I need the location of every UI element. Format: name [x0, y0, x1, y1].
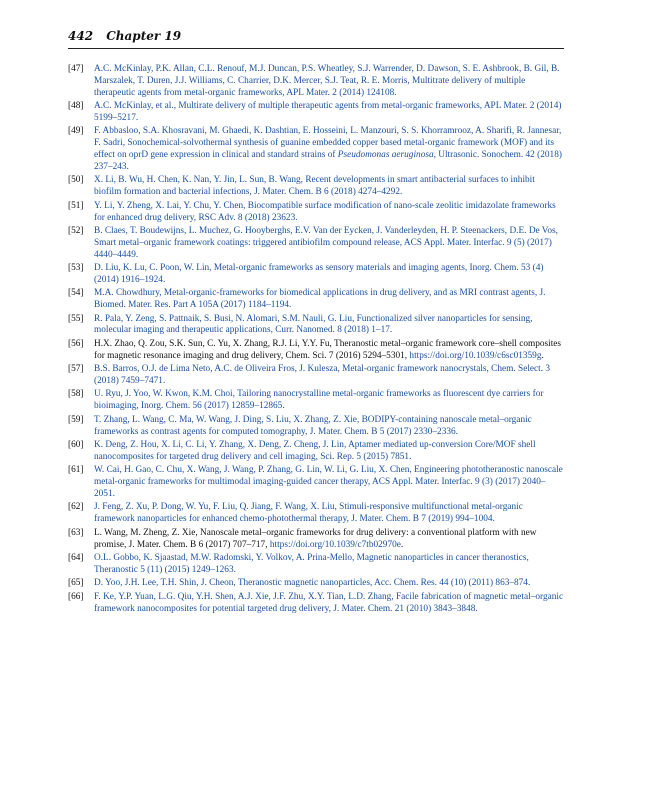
reference-item: [68, 288, 564, 312]
reference-text-segment: .: [400, 539, 404, 550]
reference-number: [51]: [68, 200, 84, 211]
doi-link[interactable]: https://doi.org/10.1039/c7tb02970e: [269, 539, 401, 550]
reference-item: [68, 415, 564, 439]
running-header: [68, 29, 564, 43]
reference-text-segment: L. Wang, M. Zheng, Z. Xie, Nanoscale metal–organic frameworks for drug delivery: a conventional platform with new promise, J. Mater. Chem. B 6 (2017) 707–717,: [94, 527, 537, 550]
reference-number: [60]: [68, 440, 84, 451]
reference-number: [49]: [68, 126, 84, 137]
reference-text-segment: .: [541, 350, 544, 361]
reference-text-segment: A.C. McKinlay, et al., Multirate delivery of multiple therapeutic agents from metal-organic frameworks, APL Mater. 2 (2014) 5199–5217.: [94, 101, 562, 123]
italic-species-name: Pseudomonas aeruginosa: [337, 150, 434, 161]
reference-text-segment: D. Liu, K. Lu, C. Poon, W. Lin, Metal-organic frameworks as sensory materials and imaging agents, Inorg. Chem. 53 (4) (2014) 1916–1924.: [94, 263, 544, 285]
reference-number: [63]: [68, 527, 84, 538]
reference-item: [68, 101, 564, 125]
reference-list: [68, 64, 564, 617]
reference-item: [68, 364, 564, 388]
reference-text-segment: H.X. Zhao, Q. Zou, S.K. Sun, C. Yu, X. Zhang, R.J. Li, Y.Y. Fu, Theranostic metal–organic framework core–shell composites for magnetic resonance imaging and drug delivery, Chem. Sci. 7 (2016) 5294–5301,: [94, 338, 562, 361]
reference-text: [94, 415, 532, 437]
reference-number: [48]: [68, 101, 84, 112]
reference-text: [94, 339, 561, 361]
reference-text: [94, 263, 543, 285]
reference-number: [64]: [68, 553, 84, 563]
reference-item: [68, 263, 564, 287]
reference-number: [54]: [68, 288, 84, 299]
reference-number: [57]: [68, 364, 84, 375]
reference-text: [94, 314, 532, 336]
chapter-label: Chapter 19: [106, 29, 182, 43]
reference-item: [68, 126, 564, 173]
reference-text: [94, 64, 560, 98]
reference-number: [52]: [68, 225, 84, 236]
reference-number: [50]: [68, 175, 84, 186]
reference-item: [68, 389, 564, 413]
reference-text-segment: U. Ryu, J. Yoo, W. Kwon, K.M. Choi, Tailoring nanocrystalline metal-organic frameworks as fluorescent dye carriers for bioimaging, Inorg. Chem. 56 (2017) 12859–12865.: [94, 389, 544, 412]
reference-text: [94, 553, 529, 575]
reference-number: [47]: [68, 64, 84, 74]
reference-text-segment: W. Cai, H. Gao, C. Chu, X. Wang, J. Wang, P. Zhang, G. Lin, W. Li, G. Liu, X. Chen, Engineering phototheranostic nanoscale metal-organic frameworks for multimodal imaging-guided cancer therapy, ACS Appl. Mater. Interfac. 9 (3) (2017) 2040–2051.: [94, 465, 563, 499]
reference-text-segment: J. Feng, Z. Xu, P. Dong, W. Yu, F. Liu, Q. Jiang, F. Wang, X. Liu, Stimuli-responsive multifunctional metal-organic framework nanoparticles for enhanced chemo-photothermal therapy, J. Mater. Chem. B 7 (2019) 994–1004.: [94, 502, 523, 525]
reference-item: [68, 553, 564, 577]
reference-text-segment: R. Pala, Y. Zeng, S. Pattnaik, S. Busi, N. Alomari, S.M. Nauli, G. Liu, Functionalized silver nanoparticles for sensing, molecular imaging and therapeutic applications, Curr. Nanomed. 8 (2018) 1–17.: [94, 313, 533, 336]
page-number: 442: [68, 29, 94, 43]
reference-text: [94, 528, 536, 550]
reference-text: [94, 201, 556, 223]
header-rule: [68, 48, 564, 49]
reference-text-segment: O.L. Gobbo, K. Sjaastad, M.W. Radomski, Y. Volkov, A. Prina-Mello, Magnetic nanoparticles in cancer theranostics, Theranostic 5 (11) (2015) 1249–1263.: [94, 553, 529, 575]
reference-text: [94, 175, 535, 197]
reference-number: [61]: [68, 465, 84, 476]
reference-number: [59]: [68, 414, 84, 425]
reference-text: [94, 364, 550, 386]
reference-number: [55]: [68, 313, 84, 324]
reference-number: [56]: [68, 338, 84, 349]
reference-text-segment: X. Li, B. Wu, H. Chen, K. Nan, Y. Jin, L. Sun, B. Wang, Recent developments in smart antibacterial surfaces to inhibit biofilm formation and bacterial infections, J. Mater. Chem. B 6 (2018) 4274–4292.: [94, 175, 535, 198]
reference-item: [68, 64, 564, 100]
reference-text: [94, 592, 563, 614]
reference-text: [94, 101, 561, 123]
reference-number: [66]: [68, 591, 84, 602]
reference-text-segment: K. Deng, Z. Hou, X. Li, C. Li, Y. Zhang, X. Deng, Z. Cheng, J. Lin, Aptamer mediated up-conversion Core/MOF shell nanocomposites for targeted drug delivery and cell imaging, Sci. Rep. 5 (2015) 7851.: [94, 440, 536, 462]
reference-item: [68, 339, 564, 363]
reference-item: [68, 226, 564, 262]
reference-text-segment: F. Ke, Y.P. Yuan, L.G. Qiu, Y.H. Shen, A.J. Xie, J.F. Zhu, X.Y. Tian, L.D. Zhang, Facile fabrication of magnetic metal–organic framework nanocomposites for potential targeted drug delivery, J. Mater. Chem. 21 (2010) 3843–3848.: [94, 591, 564, 614]
reference-text: [94, 502, 523, 524]
reference-number: [62]: [68, 502, 84, 513]
reference-item: [68, 465, 564, 501]
reference-item: [68, 502, 564, 526]
reference-text-segment: A.C. McKinlay, P.K. Allan, C.L. Renouf, M.J. Duncan, P.S. Wheatley, S.J. Warrender, D. Dawson, S. E. Ashbrook, B. Gil, B. Marszalek, T. Duren, J.J. Williams, C. Charrier, D.K. Mercer, S.J. Teat, R. E. Morris, Multitrate delivery of multiple therapeutic agents from metal-organic frameworks, APL Mater. 2 (2014) 124108.: [94, 64, 560, 98]
reference-text: [94, 226, 558, 260]
reference-text-segment: M.A. Chowdhury, Metal-organic-frameworks for biomedical applications in drug delivery, and as MRI contrast agents, J. Biomed. Mater. Res. Part A 105A (2017) 1184–1194.: [94, 288, 546, 311]
reference-text-segment: B.S. Barros, O.J. de Lima Neto, A.C. de Oliveira Fros, J. Kulesza, Metal-organic framework nanocrystals, Chem. Select. 3 (2018) 7459–7471.: [94, 364, 551, 387]
reference-number: [65]: [68, 578, 84, 589]
reference-text: [94, 288, 545, 310]
reference-text-segment: , Ultrasonic. Sonochem. 42 (2018) 237–243.: [94, 150, 562, 172]
reference-text: [94, 126, 562, 172]
reference-number: [58]: [68, 389, 84, 400]
reference-item: [68, 314, 564, 338]
reference-item: [68, 440, 564, 464]
reference-item: [68, 528, 564, 552]
reference-text: [94, 578, 530, 588]
reference-text-segment: B. Claes, T. Boudewijns, L. Muchez, G. Hooyberghs, E.V. Van der Eycken, J. Vanderleyden, H. P. Steenackers, D.E. De Vos, Smart metal–organic framework coatings: triggered antibiofilm compound release, ACS Appl. Mater. Interfac. 9 (5) (2017) 4440–4449.: [94, 225, 558, 260]
doi-link[interactable]: https://doi.org/10.1039/c6sc01359g: [409, 350, 542, 361]
reference-text-segment: D. Yoo, J.H. Lee, T.H. Shin, J. Cheon, Theranostic magnetic nanoparticles, Acc. Chem. Res. 44 (10) (2011) 863–874.: [94, 578, 531, 589]
reference-text: [94, 465, 563, 499]
reference-item: [68, 175, 564, 199]
reference-text-segment: Y. Li, Y. Zheng, X. Lai, Y. Chu, Y. Chen, Biocompatible surface modification of nano-scale zeolitic imidazolate frameworks for enhanced drug delivery, RSC Adv. 8 (2018) 23623.: [94, 200, 556, 223]
reference-text: [94, 440, 536, 462]
reference-text: [94, 389, 543, 411]
reference-item: [68, 578, 564, 590]
reference-item: [68, 592, 564, 616]
reference-text-segment: T. Zhang, L. Wang, C. Ma, W. Wang, J. Ding, S. Liu, X. Zhang, Z. Xie, BODIPY-containing nanoscale metal–organic frameworks as contrast agents for computed tomography, J. Mater. Chem. B 5 (2017) 2330–2336.: [94, 414, 532, 437]
reference-item: [68, 201, 564, 225]
reference-text-segment: F. Abbasloo, S.A. Khosravani, M. Ghaedi, K. Dashtian, E. Hosseini, L. Manzouri, S. S. Khorramrooz, A. Sharifi, R. Jannesar, F. Sadri, Sonochemical-solvothermal synthesis of guanine embedded copper based metal-organic framework (MOF) and its effect on oprD gene expression in clinical and standard strains of: [94, 126, 562, 161]
reference-number: [53]: [68, 263, 84, 274]
